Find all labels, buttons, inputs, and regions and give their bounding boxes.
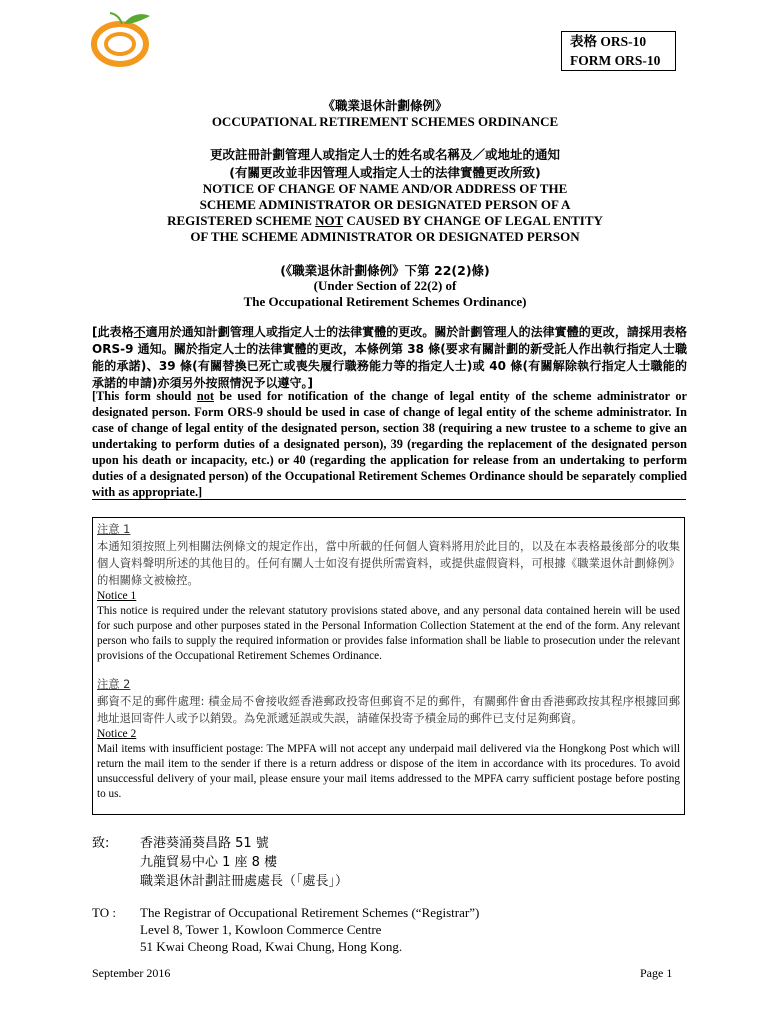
address-zh-line-1: 香港葵涌葵昌路 51 號 xyxy=(140,836,269,851)
address-en-line-1: The Registrar of Occupational Retirement Schemes (“Registrar”) xyxy=(140,905,480,920)
notice-2-heading-zh: 注意 2 xyxy=(97,678,131,691)
mpfa-logo-icon xyxy=(80,10,160,70)
warning-en-a: [This form should xyxy=(92,389,197,403)
warning-zh xyxy=(92,324,687,392)
form-number-box xyxy=(561,31,676,71)
footer-date: September 2016 xyxy=(92,966,171,980)
warning-en-not: not xyxy=(196,389,214,403)
notice-2-heading-en: Notice 2 xyxy=(97,728,137,740)
form-number-zh: 表格 ORS-10 xyxy=(570,34,647,49)
notice-1-heading-en: Notice 1 xyxy=(97,590,137,602)
section-ref-zh: (《職業退休計劃條例》下第 22(2)條) xyxy=(280,263,490,278)
notice-title-en-2: SCHEME ADMINISTRATOR OR DESIGNATED PERSON OF A xyxy=(199,197,571,212)
address-zh-line-3: 職業退休計劃註冊處處長（「處長」） xyxy=(140,874,349,889)
warning-zh-not: 不 xyxy=(133,325,146,339)
section-ref-en-2: The Occupational Retirement Schemes Ordinance) xyxy=(243,294,527,309)
notice-title-en-3c: CAUSED BY CHANGE OF LEGAL ENTITY xyxy=(343,213,603,228)
section-ref-en-1: (Under Section of 22(2) of xyxy=(313,278,457,293)
notice-title-zh-2: (有關更改並非因管理人或指定人士的法律實體更改所致) xyxy=(229,165,541,180)
warning-zh-a: [此表格 xyxy=(92,325,134,339)
divider xyxy=(92,499,686,500)
address-zh-line-2: 九龍貿易中心 1 座 8 樓 xyxy=(140,855,278,870)
notice-1-body-zh: 本通知須按照上列相關法例條文的規定作出，當中所載的任何個人資料將用於此目的，以及在本表格最後部分的收集個人資料聲明所述的其他目的。任何有關人士如沒有提供所需資料，或提供虛假資料，可根據《職業退休計劃條例》的相關條文被檢控。 xyxy=(97,540,680,587)
ordinance-title-en: OCCUPATIONAL RETIREMENT SCHEMES ORDINANCE xyxy=(211,114,559,129)
warning-en-c: be used for notification of the change of legal entity of the scheme administrator or designated person. Form ORS-9 should be used in case of change of legal entity of the scheme administrator. In case of change of legal entity of the designated person, section 38 (requiring a new trustee to a scheme to give an undertaking to perform duties of a designated person), 39 (regarding the replacement of the designated person upon his death or incapacity, etc.) or 40 (regarding the application for release from an undertaking to perform duties of a designated person) of the Occupational Retirement Schemes Ordinance should be separately complied with as appropriate.] xyxy=(92,389,688,499)
notice-title-en-4: OF THE SCHEME ADMINISTRATOR OR DESIGNATED PERSON xyxy=(190,229,580,244)
to-label-en: TO : xyxy=(92,905,116,920)
address-en-line-2: Level 8, Tower 1, Kowloon Commerce Centre xyxy=(140,922,382,937)
warning-zh-c: 適用於通知計劃管理人或指定人士的法律實體的更改。關於計劃管理人的法律實體的更改，請採用表格 ORS-9 通知。關於指定人士的法律實體的更改，本條例第 38 條(要求有關計劃的新受託人作出執行指定人士職能的承諾)、39 條(有關替換已死亡或喪失履行職務能力等的指定人士)或 40 條(有關解除執行指定人士職能的承諾的申請)亦須另外按照情況予以遵守。] xyxy=(92,325,687,390)
notice-title-en-3 xyxy=(60,213,710,229)
notice-1-body-en: This notice is required under the relevant statutory provisions stated above, and any personal data contained herein will be used for such purpose and other purposes stated in the Personal Information Collection Statement at the end of the form. Any relevant person who fails to supply the required information or provides false information shall be liable to prosecution under the relevant provisions of the Occupational Retirement Schemes Ordinance. xyxy=(97,605,680,662)
ordinance-title-zh: 《職業退休計劃條例》 xyxy=(322,98,448,113)
notice-2-body-en: Mail items with insufficient postage: The MPFA will not accept any underpaid mail delivered via the Hongkong Post which will return the mail item to the sender if there is a return address or dispose of the item in accordance with its procedures. To avoid unsuccessful delivery of your mail, please ensure your mail items addressed to the MPFA carry sufficient postage before posting to us. xyxy=(97,743,680,800)
warning-en xyxy=(92,388,687,500)
notice-title-zh-1: 更改註冊計劃管理人或指定人士的姓名或名稱及／或地址的通知 xyxy=(209,147,560,162)
notice-title-en-3a: REGISTERED SCHEME xyxy=(167,213,316,228)
notice-title-not: NOT xyxy=(315,213,344,228)
notice-title-en-1: NOTICE OF CHANGE OF NAME AND/OR ADDRESS OF THE xyxy=(202,181,568,196)
form-number-en: FORM ORS-10 xyxy=(570,53,661,68)
to-label-zh: 致: xyxy=(92,836,110,851)
notice-2-body-zh: 郵資不足的郵件處理: 積金局不會接收經香港郵政投寄但郵資不足的郵件，有關郵件會由香港郵政按其程序根據回郵地址退回寄件人或予以銷毀。為免派遞延誤或失誤，請確保投寄予積金局的郵件已支付足夠郵資。 xyxy=(97,695,680,725)
notice-1-heading-zh: 注意 1 xyxy=(97,523,131,536)
footer-page: Page 1 xyxy=(640,966,673,980)
address-en-line-3: 51 Kwai Cheong Road, Kwai Chung, Hong Kong. xyxy=(140,939,403,954)
notice-box xyxy=(92,517,685,815)
